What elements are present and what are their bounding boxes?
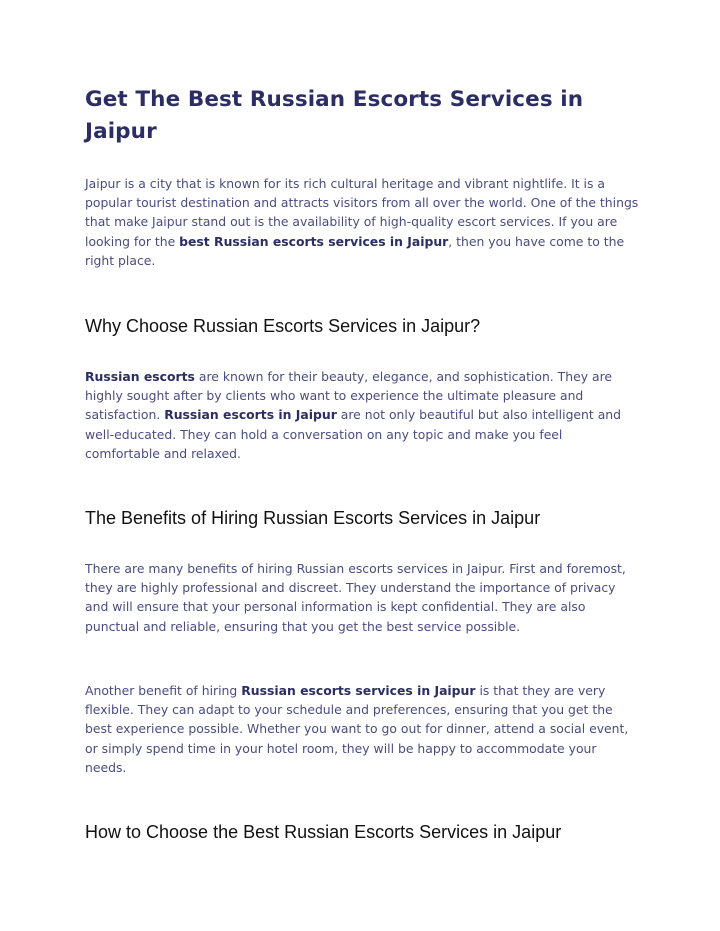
- heading-how-to-choose: How to Choose the Best Russian Escorts Services in Jaipur: [85, 822, 562, 842]
- flexibility-text-end: is that they are very flexible. They can adapt to your schedule and preferences, ensuring that you get the best experience possible. Whether you want to go out for dinner, attend a social event, or simply spend time in your hotel room, they will be happy to accommodate your needs.: [85, 683, 629, 775]
- why-text-end: are not only beautiful but also intelligent and well-educated. They can hold a conversation on any topic and make you feel comfortable and relaxed.: [85, 407, 622, 461]
- intro-paragraph: [85, 174, 641, 270]
- russian-escorts-services-link[interactable]: Russian escorts services in Jaipur: [241, 683, 476, 698]
- russian-escorts-link[interactable]: Russian escorts: [85, 369, 195, 384]
- page-title: Get The Best Russian Escorts Services in Jaipur: [85, 87, 584, 144]
- russian-escorts-jaipur-link[interactable]: Russian escorts in Jaipur: [164, 407, 337, 423]
- benefits-paragraph: There are many benefits of hiring Russian escorts services in Jaipur. First and foremost, they are highly professional and discreet. They understand the importance of privacy and will ensure that your personal information is kept confidential. They are also punctual and reliable, ensuring that you get the best service possible.: [85, 561, 626, 634]
- why-paragraph: [85, 367, 641, 463]
- flexibility-paragraph: [85, 681, 641, 777]
- best-russian-escorts-link[interactable]: best Russian escorts services in Jaipur: [179, 233, 449, 249]
- heading-why-choose: Why Choose Russian Escorts Services in Jaipur?: [85, 316, 481, 336]
- flexibility-text-start: Another benefit of hiring: [85, 683, 242, 698]
- why-text-middle: are known for their beauty, elegance, and sophistication. They are highly sought after by clients who want to experience the ultimate pleasure and satisfaction.: [85, 369, 613, 423]
- intro-text-start: Jaipur is a city that is known for its rich cultural heritage and vibrant nightlife. It is a popular tourist destination and attracts visitors from all over the world. One of the things that make Jaipur stand out is the availability of high-quality escort services. If you are looking for the: [85, 176, 639, 249]
- intro-text-end: , then you have come to the right place.: [85, 233, 625, 268]
- heading-benefits: The Benefits of Hiring Russian Escorts Services in Jaipur: [85, 508, 541, 528]
